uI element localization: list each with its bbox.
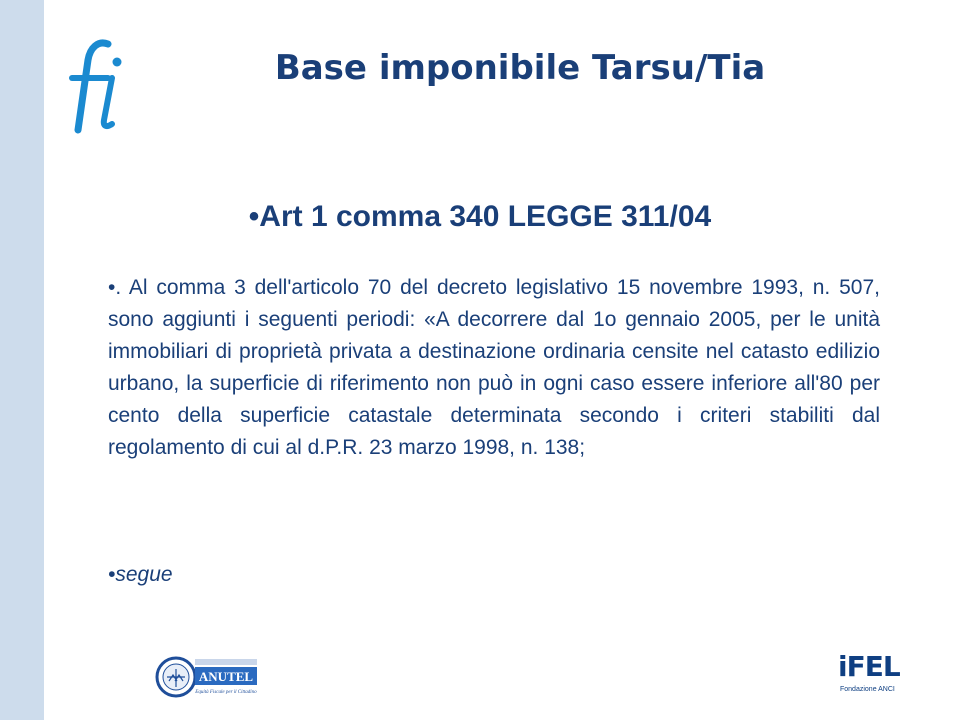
anutel-tagline: Equità Fiscale per il Cittadino (195, 690, 257, 695)
fi-logo-icon (60, 38, 130, 138)
ifel-logo (838, 650, 900, 700)
left-side-band (0, 0, 44, 720)
slide-title: Base imponibile Tarsu/Tia (274, 48, 766, 88)
body-paragraph: •. Al comma 3 dell'articolo 70 del decreto legislativo 15 novembre 1993, n. 507, sono aggiunti i seguenti periodi: «A decorrere dal 1o gennaio 2005, per le unità immobiliari di proprietà privata a destinazione ordinaria censite nel catasto edilizio urbano, la superficie di riferimento non può in ogni caso essere inferiore all'80 per cento della superficie catastale determinata secondo i criteri stabiliti dal regolamento di cui al d.P.R. 23 marzo 1998, n. 138; (108, 276, 880, 459)
anutel-logo-text: ANUTEL (198, 669, 254, 684)
ifel-logo-text: iFEL (838, 650, 900, 683)
anutel-logo (155, 655, 259, 699)
segue-text: •segue (108, 563, 173, 586)
section-heading: •Art 1 comma 340 LEGGE 311/04 (248, 200, 712, 233)
ifel-logo-subtitle: Fondazione ANCI (840, 686, 895, 693)
